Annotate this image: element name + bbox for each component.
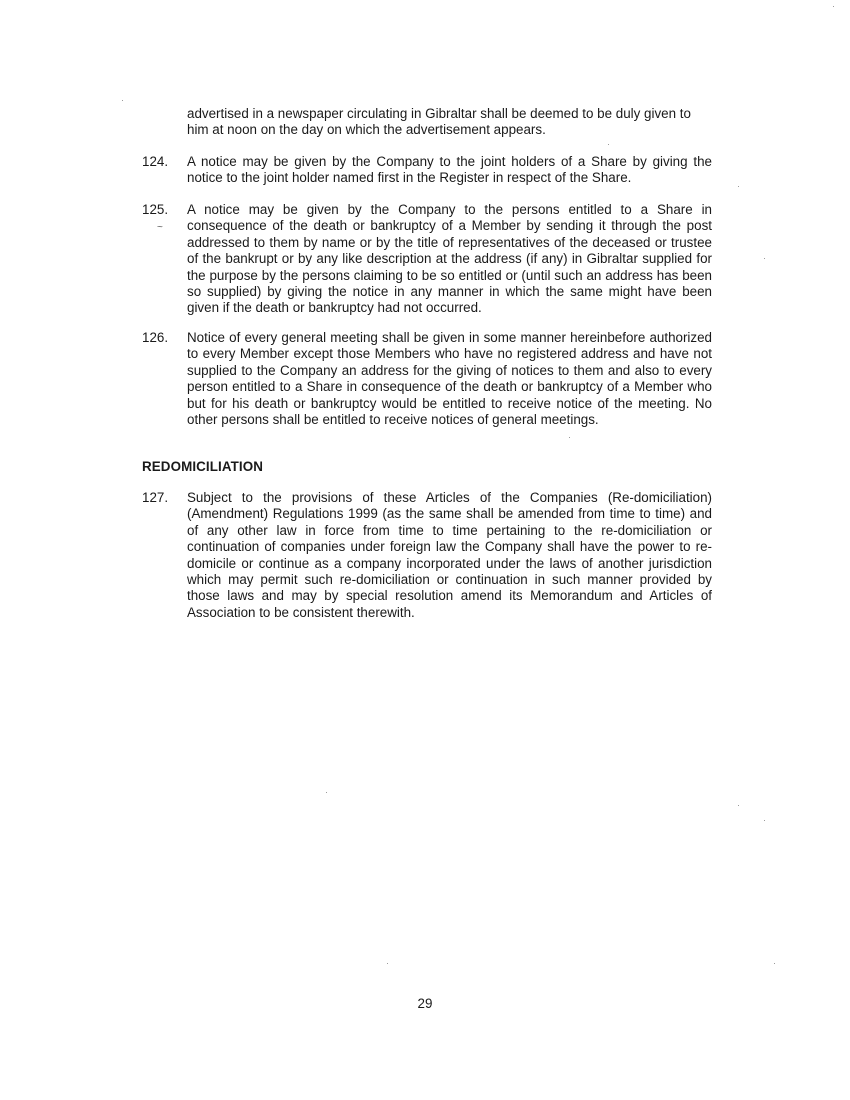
scan-speck: [387, 963, 388, 964]
scan-speck: [774, 963, 775, 964]
article-text: A notice may be given by the Company to the persons entitled to a Share in consequence of the death or bankruptcy of a Member by sending it through the post addressed to them by name or by the title of representatives of the deceased or trustee of the bankrupt or by any like description at the address (if any) in Gibraltar supplied for the purpose by the persons claiming to be so entitled or (until such an address has been so supplied) by giving the notice in any manner in which the same might have been given if the death or bankruptcy had not occurred.: [187, 202, 712, 316]
scan-speck: [833, 6, 834, 7]
article-text: Notice of every general meeting shall be given in some manner hereinbefore authorized to every Member except those Members who have no registered address and have not supplied to the Company an address for the giving of notices to them and also to every person entitled to a Share in consequence of the death or bankruptcy of a Member who but for his death or bankruptcy would be entitled to receive notice of the meeting. No other persons shall be entitled to receive notices of general meetings.: [187, 330, 712, 428]
article-number: 125.: [142, 202, 169, 217]
scan-speck: [569, 437, 570, 438]
article-124: [142, 154, 712, 187]
scan-speck: [764, 820, 765, 821]
scan-speck: [608, 144, 609, 145]
scan-mark: ~: [157, 222, 163, 233]
continuation-paragraph: advertised in a newspaper circulating in Gibraltar shall be deemed to be duly given to him at noon on the day on which the advertisement appears.: [187, 106, 691, 138]
scan-speck: [326, 792, 327, 793]
article-number: 126.: [142, 330, 169, 345]
article-126: [142, 330, 712, 428]
article-125: [142, 202, 712, 317]
article-127: [142, 490, 712, 621]
article-number: 124.: [142, 154, 169, 169]
scan-speck: [122, 100, 123, 101]
scan-speck: [738, 186, 739, 187]
scan-speck: [738, 805, 739, 806]
article-number: 127.: [142, 490, 169, 505]
article-text: A notice may be given by the Company to the joint holders of a Share by giving the notice to the joint holder named first in the Register in respect of the Share.: [187, 154, 712, 186]
article-text: Subject to the provisions of these Articles of the Companies (Re-domiciliation) (Amendment) Regulations 1999 (as the same shall be amended from time to time) and of any other law in force from time to time pertaining to the re-domiciliation or continuation of companies under foreign law the Company shall have the power to re-domicile or continue as a company incorporated under the laws of another jurisdiction which may permit such re-domiciliation or continuation in such manner provided by those laws and may by special resolution amend its Memorandum and Articles of Association to be consistent therewith.: [187, 490, 712, 620]
section-heading: REDOMICILIATION: [142, 459, 264, 474]
scan-speck: [764, 258, 765, 259]
page-number: 29: [417, 996, 433, 1011]
